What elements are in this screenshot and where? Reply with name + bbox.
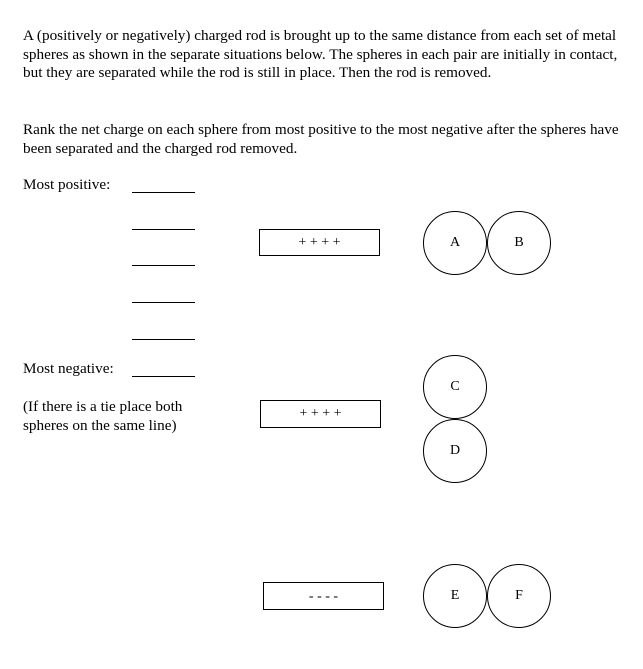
rod-3-charge: - - - -: [308, 589, 339, 604]
charged-rod-3: [263, 582, 384, 610]
sphere-d-label: D: [449, 443, 461, 458]
answer-blank-4[interactable]: [132, 302, 195, 303]
sphere-f-label: F: [515, 588, 523, 603]
sphere-b: [487, 211, 551, 275]
sphere-a: [423, 211, 487, 275]
charged-rod-2: [260, 400, 381, 428]
answer-blank-5[interactable]: [132, 339, 195, 340]
most-positive-label: Most positive:: [23, 176, 111, 193]
sphere-c-label: C: [450, 379, 460, 394]
sphere-e: [423, 564, 487, 628]
sphere-c: [423, 355, 487, 419]
answer-blank-6[interactable]: [132, 376, 195, 377]
answer-blank-2[interactable]: [132, 229, 195, 230]
sphere-b-label: B: [514, 235, 524, 250]
sphere-d: [423, 419, 487, 483]
answer-blank-1[interactable]: [132, 192, 195, 193]
answer-blank-3[interactable]: [132, 265, 195, 266]
charged-rod-1: [259, 229, 380, 256]
sphere-e-label: E: [450, 588, 460, 603]
most-negative-label: Most negative:: [23, 360, 114, 377]
rank-instruction: Rank the net charge on each sphere from most positive to the most negative after the spheres have been separated and the charged rod removed.: [23, 121, 619, 157]
rod-2-charge: + + + +: [299, 406, 342, 421]
intro-paragraph: A (positively or negatively) charged rod is brought up to the same distance from each set of metal spheres as shown in the separate situations below. The spheres in each pair are initially in contact, but they are separated while the rod is still in place. Then the rod is removed.: [23, 27, 618, 81]
sphere-a-label: A: [449, 235, 461, 250]
sphere-f: [487, 564, 551, 628]
tie-note: (If there is a tie place both spheres on the same line): [23, 398, 183, 434]
rod-1-charge: + + + +: [298, 235, 341, 250]
